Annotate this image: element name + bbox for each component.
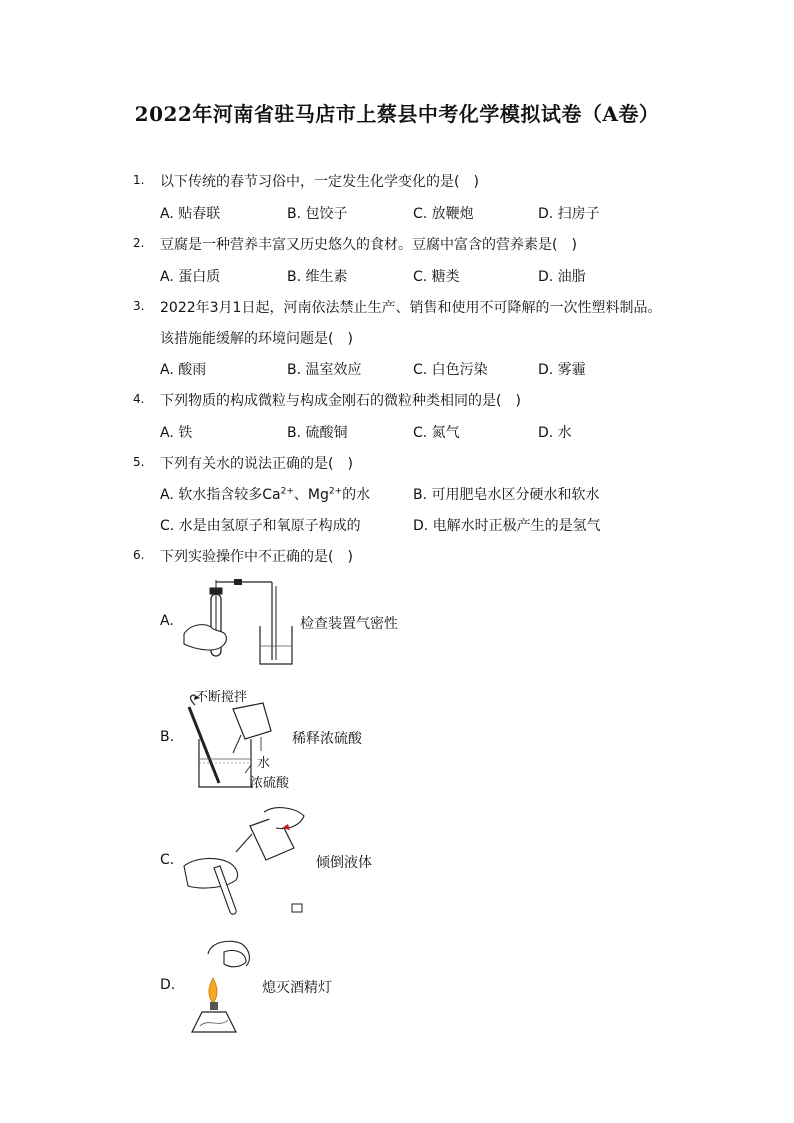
question-4-number: 4. (133, 392, 145, 406)
question-1-number: 1. (133, 173, 145, 187)
question-5-option-b: B. 可用肥皂水区分硬水和软水 (413, 487, 600, 503)
question-6-text: 下列实验操作中不正确的是( ) (160, 549, 353, 565)
figure-b-letter: B. (160, 729, 175, 745)
figure-b-acid-label: 浓硫酸 (250, 776, 290, 791)
question-2-option-a: A. 蛋白质 (160, 269, 221, 285)
question-1-option-c: C. 放鞭炮 (413, 206, 474, 222)
figure-b-stir-label: 不断搅拌 (195, 690, 248, 705)
extinguish-lamp-illustration (180, 930, 270, 1040)
question-1-option-a: A. 贴春联 (160, 206, 221, 222)
question-1-option-b: B. 包饺子 (287, 206, 348, 222)
question-5-option-a: A. 软水指含较多$Ca^{2+}$、$Mg^{2+}$的水 (160, 486, 371, 503)
question-1-text: 以下传统的春节习俗中，一定发生化学变化的是( ) (160, 174, 479, 190)
question-2-number: 2. (133, 236, 145, 250)
figure-a-letter: A. (160, 613, 174, 629)
question-2-text: 豆腐是一种营养丰富又历史悠久的食材。豆腐中富含的营养素是( ) (160, 237, 577, 253)
pour-liquid-illustration (180, 800, 315, 920)
question-5-number: 5. (133, 455, 145, 469)
question-3-number: 3. (133, 299, 145, 313)
question-3-option-b: B. 温室效应 (287, 362, 362, 378)
question-4-option-b: B. 硫酸铜 (287, 425, 348, 441)
question-5-text: 下列有关水的说法正确的是( ) (160, 456, 353, 472)
question-2-option-c: C. 糖类 (413, 269, 460, 285)
figure-c-letter: C. (160, 852, 175, 868)
question-4-option-c: C. 氮气 (413, 425, 460, 441)
question-4-option-a: A. 铁 (160, 425, 193, 441)
question-4-option-d: D. 水 (538, 425, 572, 441)
question-6-number: 6. (133, 548, 145, 562)
page-title: 2022年河南省驻马店市上蔡县中考化学模拟试卷（A卷） (134, 102, 660, 126)
question-4-text: 下列物质的构成微粒与构成金刚石的微粒种类相同的是( ) (160, 393, 521, 409)
question-2-option-b: B. 维生素 (287, 269, 348, 285)
figure-a-label: 检查装置气密性 (300, 616, 398, 632)
figure-b-label: 稀释浓硫酸 (292, 731, 362, 747)
figure-d-letter: D. (160, 977, 176, 993)
question-2-option-d: D. 油脂 (538, 269, 586, 285)
question-1-option-d: D. 扫房子 (538, 206, 600, 222)
figure-b-water-label: 水 (257, 756, 271, 771)
question-5-option-d: D. 电解水时正极产生的是氢气 (413, 518, 601, 534)
question-3-text: 2022年3月1日起，河南依法禁止生产、销售和使用不可降解的一次性塑料制品。 (160, 300, 662, 316)
question-3-text-line2: 该措施能缓解的环境问题是( ) (160, 331, 353, 347)
airtightness-check-illustration (180, 578, 300, 668)
question-3-option-c: C. 白色污染 (413, 362, 488, 378)
question-5-option-c: C. 水是由氢原子和氧原子构成的 (160, 518, 361, 534)
figure-d-label: 熄灭酒精灯 (262, 980, 332, 996)
question-3-option-d: D. 雾霾 (538, 362, 586, 378)
figure-c-label: 倾倒液体 (316, 855, 372, 871)
question-3-option-a: A. 酸雨 (160, 362, 207, 378)
